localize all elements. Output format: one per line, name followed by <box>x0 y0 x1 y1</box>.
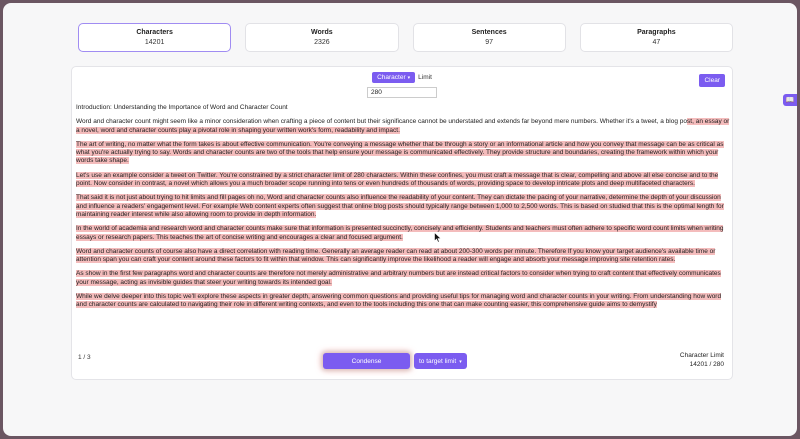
stat-value: 14201 <box>144 38 165 46</box>
limit-input[interactable] <box>367 87 437 98</box>
stat-label: Words <box>311 28 333 36</box>
limit-mode-label: Character <box>377 74 406 81</box>
target-label: to target limit <box>419 357 457 365</box>
text-over-limit: In the world of academia and research word and character counts make sure that information is presented succinctly, concisely and efficiently. Students and teachers must often adhere to specific word count limits when writing essays or research papers. This teaches the art of concise writing and encourages a clear and focused argument. <box>76 225 724 241</box>
condense-button[interactable]: Condense <box>323 353 410 369</box>
chevron-down-icon: ▾ <box>407 75 411 81</box>
text-paragraph <box>76 270 731 287</box>
text-over-limit: The art of writing, no matter what the form takes is about effective communication. You're conveying a message whether that be through a story or an informational article and how you convey that message can be as critical as what you're actually trying to say. Words and character counts are two of the tools that help ensure your message is communicated effectively. They provide structure and boundaries, creating the framework within which your words take shape. <box>76 140 724 165</box>
text-plain: Word and character count might seem like a minor consideration when crafting a piece of content but their significance cannot be understated and extends far beyond mere numbers. Whether it's a tweet, a blog po <box>76 118 688 126</box>
text-over-limit: As show in the first few paragraphs word and character counts are therefore not merely administrative and arbitrary numbers but are instead critical factors to consider when trying to craft content that effectively communicates your message, acting as invisible guides that steer your writing towards its intended goal. <box>76 270 721 286</box>
stat-words[interactable] <box>245 23 398 52</box>
char-limit-value: 14201 / 280 <box>689 361 724 368</box>
text-editor[interactable] <box>76 104 731 342</box>
book-icon[interactable]: 📖 <box>783 94 797 106</box>
stat-label: Paragraphs <box>637 28 676 36</box>
character-limit-readout <box>680 351 724 369</box>
text-over-limit: That said it is not just about trying to hit limits and fill pages oh no, Word and character counts also influence the readability of your content. They can dictate the pacing of your narrative, determine the depth of your discussion and influence a readers' engagement level. For example Web content experts often suggest that online blog posts should typically range between 1,000 to 2,500 words. This is based on studied that this is the optimal length for maintaining reader interest while also allowing room to provide in depth information. <box>76 194 724 218</box>
condense-controls <box>323 353 467 369</box>
text-title: Introduction: Understanding the Importance of Word and Character Count <box>76 104 288 111</box>
page-indicator: 1 / 3 <box>78 354 91 361</box>
chevron-down-icon: ▾ <box>459 358 462 365</box>
stat-value: 47 <box>652 38 661 46</box>
stats-bar <box>78 23 733 52</box>
mouse-cursor-icon <box>434 232 442 243</box>
stat-sentences[interactable] <box>413 23 566 52</box>
text-paragraph <box>76 194 731 219</box>
editor-panel <box>71 66 733 380</box>
clear-button[interactable]: Clear <box>699 74 725 87</box>
stat-paragraphs[interactable] <box>580 23 733 52</box>
limit-mode-dropdown[interactable] <box>372 72 415 83</box>
app-window <box>3 3 797 436</box>
stat-value: 97 <box>485 38 494 46</box>
stat-label: Sentences <box>471 28 507 36</box>
char-limit-label: Character Limit <box>679 352 724 359</box>
stat-characters[interactable] <box>78 23 231 52</box>
text-over-limit: Let's use an example consider a tweet on Twitter. You're constrained by a strict character limit of 280 characters. Within these confines, you must craft a message that is clear, compelling and above all else concise and to the point. Now consider in contrast, a novel which allows you a much broader scope running into tens or even hundreds of thousands of words, providing space to develop intricate plots and deep multifaceted characters. <box>76 171 719 188</box>
stat-value: 2326 <box>314 38 330 46</box>
text-paragraph <box>76 225 731 242</box>
limit-controls <box>72 72 732 83</box>
text-over-limit: Word and character counts of course also have a direct correlation with reading time. Generally an average reader can read at about 200-300 words per minute. Therefore If you know your target audience's available time or attention span you can craft your content around these factors to fit within that window. This can significantly improve the likelihood a reader will engage and absorb your message improving site retention rates. <box>76 247 716 264</box>
text-over-limit: st, an essay or a novel, word and character counts play a pivotal role in shaping your written work's form, readability and impact. <box>76 118 730 134</box>
text-paragraph <box>76 141 731 166</box>
target-limit-dropdown[interactable] <box>414 353 467 369</box>
text-paragraph <box>76 248 731 265</box>
limit-label: Limit <box>418 74 432 81</box>
text-over-limit: While we delve deeper into this topic we'll explore these aspects in greater depth, answering common questions and providing useful tips for managing word and character counts in your writing. From understanding how word and character counts are calculated to navigating their role in different writing contexts, and even to the tools including this one that can make counting easier, this comprehensive guide aims to demystify <box>76 293 722 309</box>
text-paragraph <box>76 172 731 189</box>
text-paragraph <box>76 293 731 310</box>
text-paragraph <box>76 118 731 135</box>
stat-label: Characters <box>136 28 173 36</box>
